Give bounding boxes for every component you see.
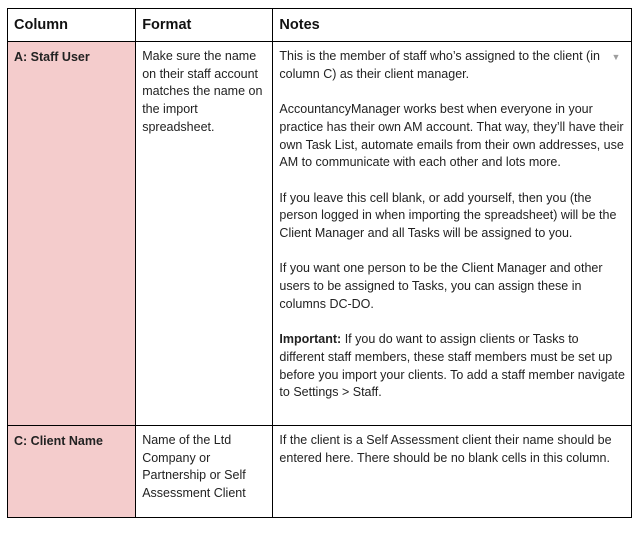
import-columns-table: [7, 8, 632, 518]
header-format: Format: [136, 9, 273, 42]
row-format-cell: Name of the Ltd Company or Partnership or Self Assessment Client: [136, 426, 273, 518]
notes-important-paragraph: [279, 331, 625, 402]
notes-paragraph: AccountancyManager works best when everyone in your practice has their own AM account. That way, they’ll have their own Task List, automate emails from their own addresses, use AM to communicate with each other and lots more.: [279, 102, 624, 170]
row-notes-cell: [273, 42, 632, 426]
notes-paragraph: If you want one person to be the Client Manager and other users to be assigned to Tasks, you can assign these in columns DC-DO.: [279, 261, 603, 311]
header-column: Column: [8, 9, 136, 42]
important-text: If you do want to assign clients or Tasks to different staff members, these staff members must be set up before you import your clients. To add a staff member navigate to Settings > Staff.: [279, 332, 625, 400]
dropdown-marker-icon[interactable]: ▼: [611, 52, 621, 62]
notes-paragraph: If the client is a Self Assessment client their name should be entered here. There should be no blank cells in this column.: [279, 433, 612, 465]
table-row: [8, 426, 632, 518]
row-notes-cell: [273, 426, 632, 518]
row-format-cell: Make sure the name on their staff account matches the name on the import spreadsheet.: [136, 42, 273, 426]
row-column-cell: A: Staff User: [8, 42, 136, 426]
row-column-cell: C: Client Name: [8, 426, 136, 518]
table-header-row: [8, 9, 632, 42]
notes-paragraph: This is the member of staff who’s assigned to the client (in column C) as their client manager.: [279, 49, 600, 81]
header-notes: Notes: [273, 9, 632, 42]
table-row: [8, 42, 632, 426]
notes-paragraph: If you leave this cell blank, or add yourself, then you (the person logged in when importing the spreadsheet) will be the Client Manager and all Tasks will be assigned to you.: [279, 190, 617, 240]
important-label: Important:: [279, 332, 342, 347]
